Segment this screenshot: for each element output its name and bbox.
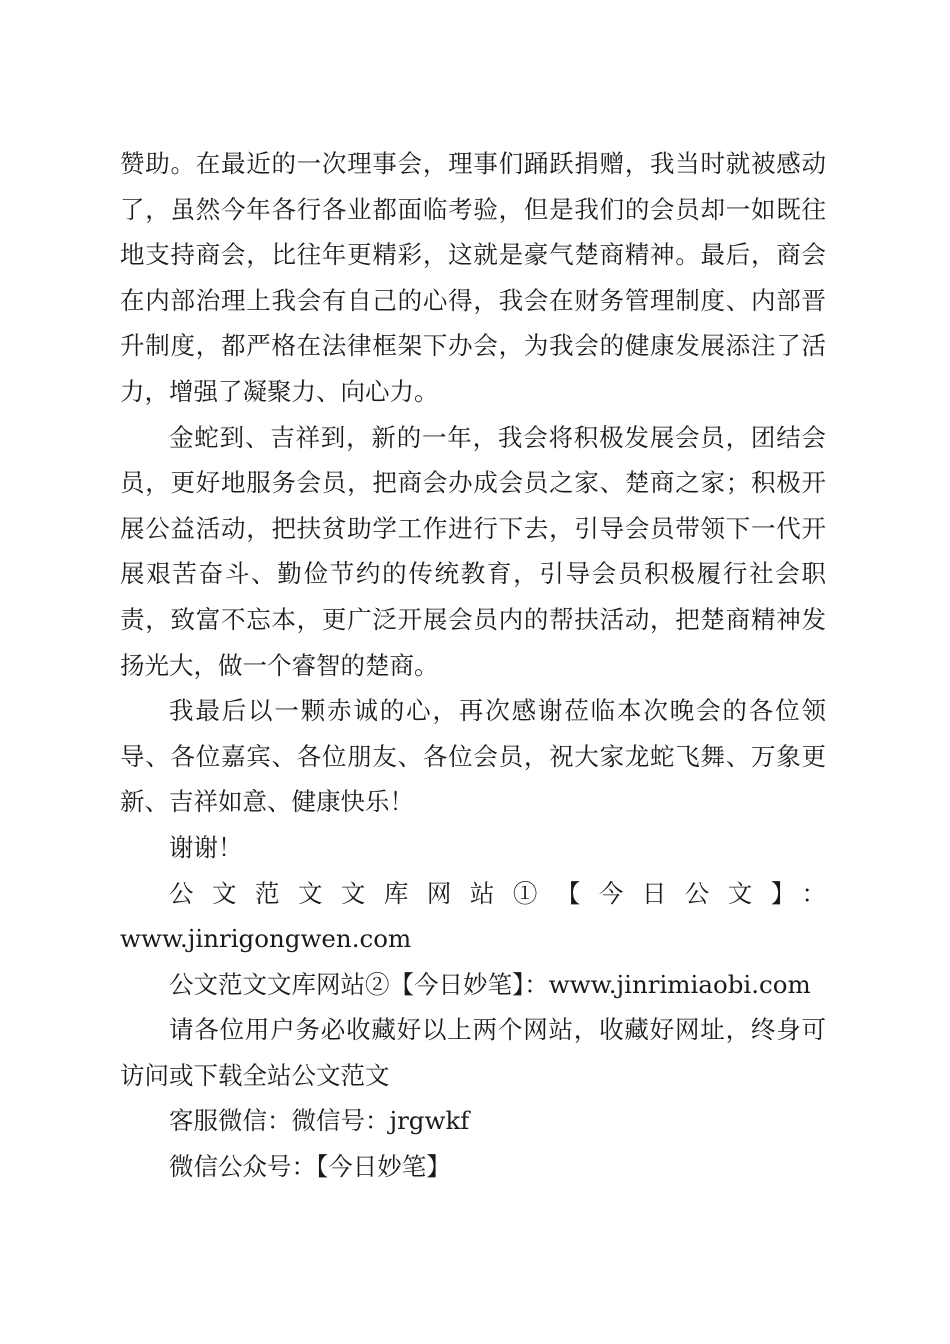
service-wechat: 客服微信：微信号：jrgwkf [169, 1106, 470, 1136]
paragraph-3: 我最后以一颗赤诚的心，再次感谢莅临本次晚会的各位领导、各位嘉宾、各位朋友、各位会员，祝大家龙蛇飞舞、万象更新、吉祥如意、健康快乐！ [120, 696, 826, 817]
paragraph-1: 赞助。在最近的一次理事会，理事们踊跃捐赠，我当时就被感动了，虽然今年各行各业都面临考验，但是我们的会员却一如既往地支持商会，比往年更精彩，这就是豪气楚商精神。最后，商会在内部治理上我会有自己的心得，我会在财务管理制度、内部晋升制度，都严格在法律框架下办会，为我会的健康发展添注了活力，增强了凝聚力、向心力。 [120, 149, 826, 406]
site1-label: 公文范文文库网站①【今日公文】： [169, 878, 826, 908]
bookmark-notice: 请各位用户务必收藏好以上两个网站，收藏好网址，终身可访问或下载全站公文范文 [120, 1015, 826, 1090]
document-body [120, 141, 826, 1190]
site2-label: 公文范文文库网站②【今日妙笔】： [169, 969, 549, 999]
official-account: 微信公众号：【今日妙笔】 [169, 1152, 451, 1182]
site2-url[interactable]: www.jinrimiaobi.com [548, 969, 811, 999]
site2-line [120, 962, 826, 1008]
site1-url-text[interactable]: www.jinrigongwen.com [120, 924, 412, 954]
site1-url[interactable] [120, 916, 826, 962]
thanks-line: 谢谢！ [169, 832, 243, 862]
paragraph-2: 金蛇到、吉祥到，新的一年，我会将积极发展会员，团结会员，更好地服务会员，把商会办成会员之家、楚商之家；积极开展公益活动，把扶贫助学工作进行下去，引导会员带领下一代开展艰苦奋斗、勤俭节约的传统教育，引导会员积极履行社会职责，致富不忘本，更广泛开展会员内的帮扶活动，把楚商精神发扬光大，做一个睿智的楚商。 [120, 422, 826, 680]
